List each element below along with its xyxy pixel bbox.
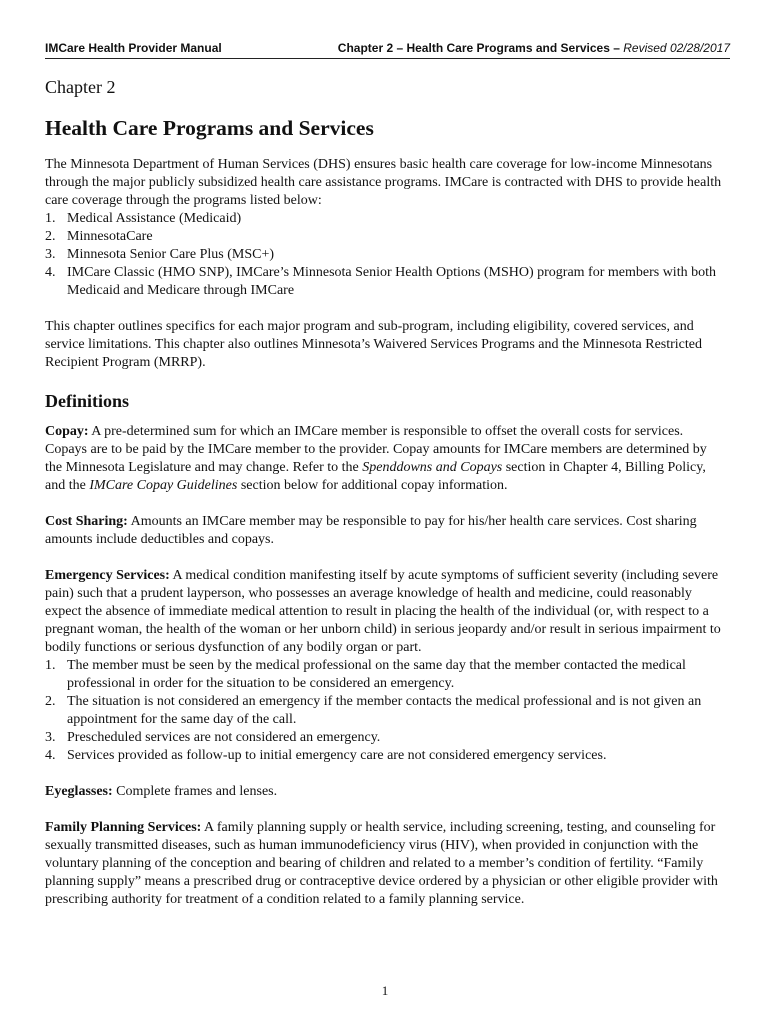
definition-text: A pre-determined sum for which an IMCare member is responsible to offset the overall costs for services. Copays are to be paid by the IMCare member to the provider. Copay amounts for IMCare members are determined by the Minnesota Legislature and may change. Refer to the — [45, 424, 707, 475]
list-text: MinnesotaCare — [67, 229, 153, 244]
definition-text: A family planning supply or health service, including screening, testing, and counseling for sexually transmitted diseases, such as human immunodeficiency virus (HIV), when provided in conjunction with the voluntary planning of the conception and bearing of children and related to a member’s condition of fertility. “Family planning supply” means a prescribed drug or contraceptive device ordered by a physician or other eligible provider with prescribing authority for treatment of a condition related to a family planning service. — [45, 820, 718, 907]
definition-family-planning — [45, 819, 725, 909]
definition-term: Cost Sharing: — [45, 514, 128, 529]
definition-text: Amounts an IMCare member may be responsible to pay for his/her health care services. Cost sharing amounts include deductibles and copays. — [45, 514, 697, 547]
list-number: 2. — [45, 229, 56, 244]
chapter-label: Chapter 2 — [45, 77, 116, 97]
definitions-heading: Definitions — [45, 391, 130, 411]
page-number: 1 — [381, 983, 389, 998]
header-manual-title: IMCare Health Provider Manual — [45, 41, 222, 55]
definition-cost-sharing — [45, 513, 725, 549]
list-item — [45, 693, 725, 729]
running-header — [45, 40, 730, 59]
list-text: IMCare Classic (HMO SNP), IMCare’s Minnesota Senior Health Options (MSHO) program for members with both Medicaid and Medicare through IMCare — [67, 265, 716, 298]
cross-reference: Spenddowns and Copays — [362, 460, 503, 475]
list-number: 1. — [45, 211, 56, 226]
definition-term: Emergency Services: — [45, 568, 170, 583]
header-chapter-title: Chapter 2 – Health Care Programs and Services – — [337, 41, 624, 55]
list-item — [45, 228, 725, 246]
list-number: 3. — [45, 730, 56, 745]
list-text: Prescheduled services are not considered an emergency. — [67, 730, 381, 745]
list-number: 2. — [45, 694, 56, 709]
list-item — [45, 246, 725, 264]
list-item — [45, 264, 725, 300]
page-title: Health Care Programs and Services — [45, 116, 374, 140]
intro-paragraph: The Minnesota Department of Human Services (DHS) ensures basic health care coverage for low-income Minnesotans through the major publicly subsidized health care assistance programs. IMCare is contracted with DHS to provide health care coverage through the programs listed below: — [45, 157, 722, 208]
outline-paragraph: This chapter outlines specifics for each major program and sub-program, including eligibility, covered services, and service limitations. This chapter also outlines Minnesota’s Waivered Services Programs and the Minnesota Restricted Recipient Program (MRRP). — [45, 319, 702, 370]
list-number: 4. — [45, 748, 56, 763]
list-item — [45, 210, 725, 228]
list-text: Minnesota Senior Care Plus (MSC+) — [67, 247, 274, 262]
definition-emergency-services — [45, 567, 725, 657]
definition-term: Eyeglasses: — [45, 784, 113, 799]
list-number: 3. — [45, 247, 56, 262]
list-text: Medical Assistance (Medicaid) — [67, 211, 242, 226]
definition-copay — [45, 423, 725, 495]
program-list — [45, 210, 725, 300]
list-text: Services provided as follow-up to initial emergency care are not considered emergency services. — [67, 748, 607, 763]
emergency-list — [45, 657, 725, 765]
definition-text: section in Chapter 4, Billing Policy, and the — [45, 460, 706, 493]
page-body — [45, 76, 725, 909]
list-number: 1. — [45, 658, 56, 673]
list-item — [45, 729, 725, 747]
list-number: 4. — [45, 265, 56, 280]
definition-term: Family Planning Services: — [45, 820, 202, 835]
list-item — [45, 747, 725, 765]
definition-text: section below for additional copay information. — [237, 478, 508, 493]
definition-term: Copay: — [45, 424, 89, 439]
header-revised-date: Revised 02/28/2017 — [623, 41, 730, 55]
list-text: The situation is not considered an emergency if the member contacts the medical professional and is not given an appointment for the same day of the call. — [67, 694, 702, 727]
list-text: The member must be seen by the medical professional on the same day that the member contacted the medical professional in order for the situation to be considered an emergency. — [67, 658, 686, 691]
list-item — [45, 657, 725, 693]
definition-eyeglasses — [45, 783, 725, 801]
header-chapter-info — [338, 41, 730, 55]
definition-text: Complete frames and lenses. — [112, 784, 278, 799]
cross-reference: IMCare Copay Guidelines — [89, 478, 238, 493]
definition-text: A medical condition manifesting itself by acute symptoms of sufficient severity (including severe pain) such that a prudent layperson, who possesses an average knowledge of health and medicine, could reasonably expect the absence of immediate medical attention to result in placing the health of the individual (or, with respect to a pregnant woman, the health of the woman or her unborn child) in serious jeopardy and/or result in serious impairment to bodily functions or serious dysfunction of any bodily organ or part. — [45, 568, 721, 655]
